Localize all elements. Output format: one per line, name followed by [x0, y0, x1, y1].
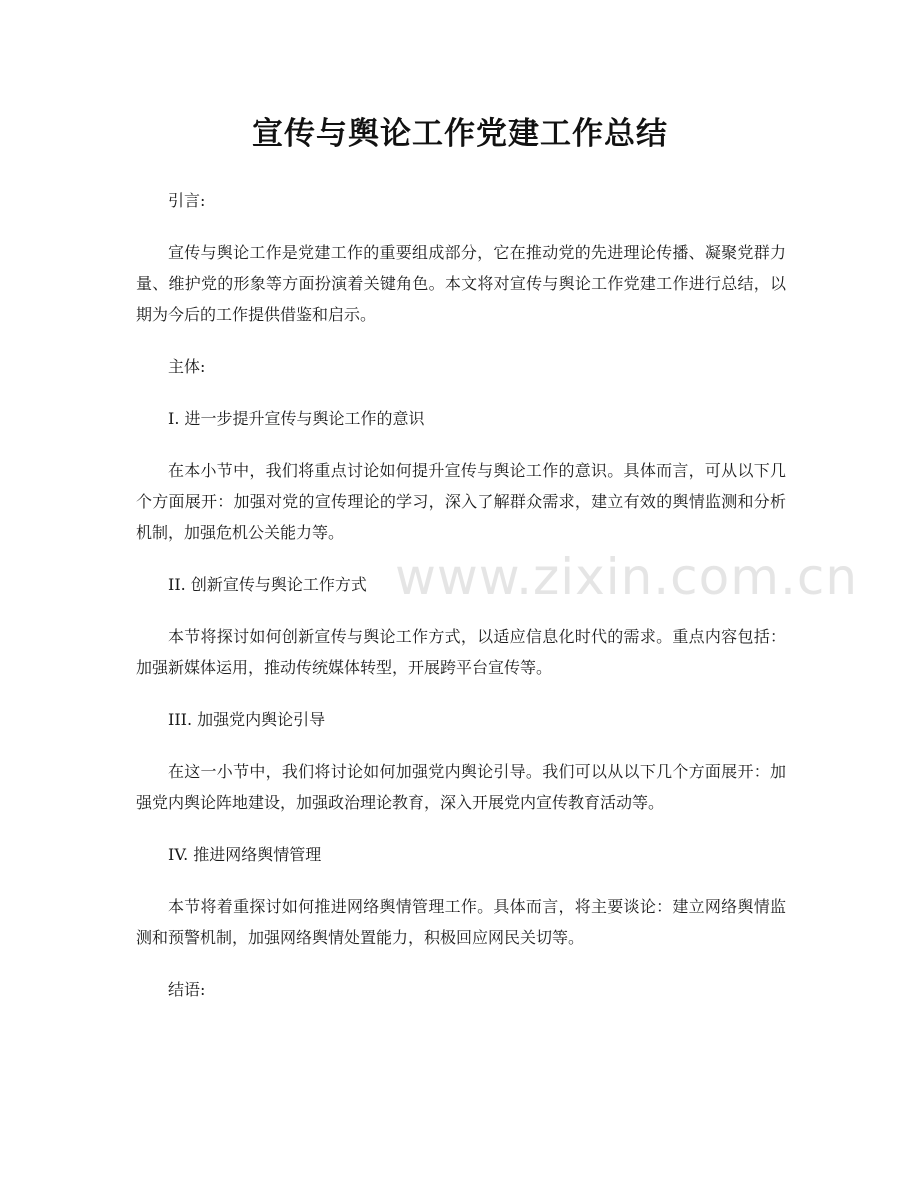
paragraph-3: 在这一小节中，我们将讨论如何加强党内舆论引导。我们可以从以下几个方面展开：加强党内舆论阵地建设，加强政治理论教育，深入开展党内宣传教育活动等。 — [136, 762, 786, 812]
document-body — [136, 185, 786, 1026]
subsection-heading-2: II. 创新宣传与舆论工作方式 — [168, 575, 367, 594]
section-heading-intro: 引言: — [168, 191, 206, 210]
paragraph-2: 本节将探讨如何创新宣传与舆论工作方式，以适应信息化时代的需求。重点内容包括：加强新媒体运用，推动传统媒体转型，开展跨平台宣传等。 — [136, 627, 786, 677]
watermark-text: www.zixin.com.cn — [395, 548, 859, 606]
paragraph-4: 本节将着重探讨如何推进网络舆情管理工作。具体而言，将主要谈论：建立网络舆情监测和预警机制，加强网络舆情处置能力，积极回应网民关切等。 — [136, 897, 786, 947]
section-heading-main: 主体: — [168, 357, 206, 376]
paragraph-1: 在本小节中，我们将重点讨论如何提升宣传与舆论工作的意识。具体而言，可从以下几个方面展开：加强对党的宣传理论的学习，深入了解群众需求，建立有效的舆情监测和分析机制，加强危机公关能力等。 — [136, 461, 786, 542]
section-heading-conclusion: 结语: — [168, 980, 206, 999]
paragraph-intro: 宣传与舆论工作是党建工作的重要组成部分，它在推动党的先进理论传播、凝聚党群力量、维护党的形象等方面扮演着关键角色。本文将对宣传与舆论工作党建工作进行总结，以期为今后的工作提供借鉴和启示。 — [136, 243, 786, 324]
document-title: 宣传与舆论工作党建工作总结 — [252, 116, 668, 152]
subsection-heading-1: I. 进一步提升宣传与舆论工作的意识 — [168, 409, 425, 428]
subsection-heading-4: IV. 推进网络舆情管理 — [168, 845, 322, 864]
subsection-heading-3: III. 加强党内舆论引导 — [168, 710, 326, 729]
